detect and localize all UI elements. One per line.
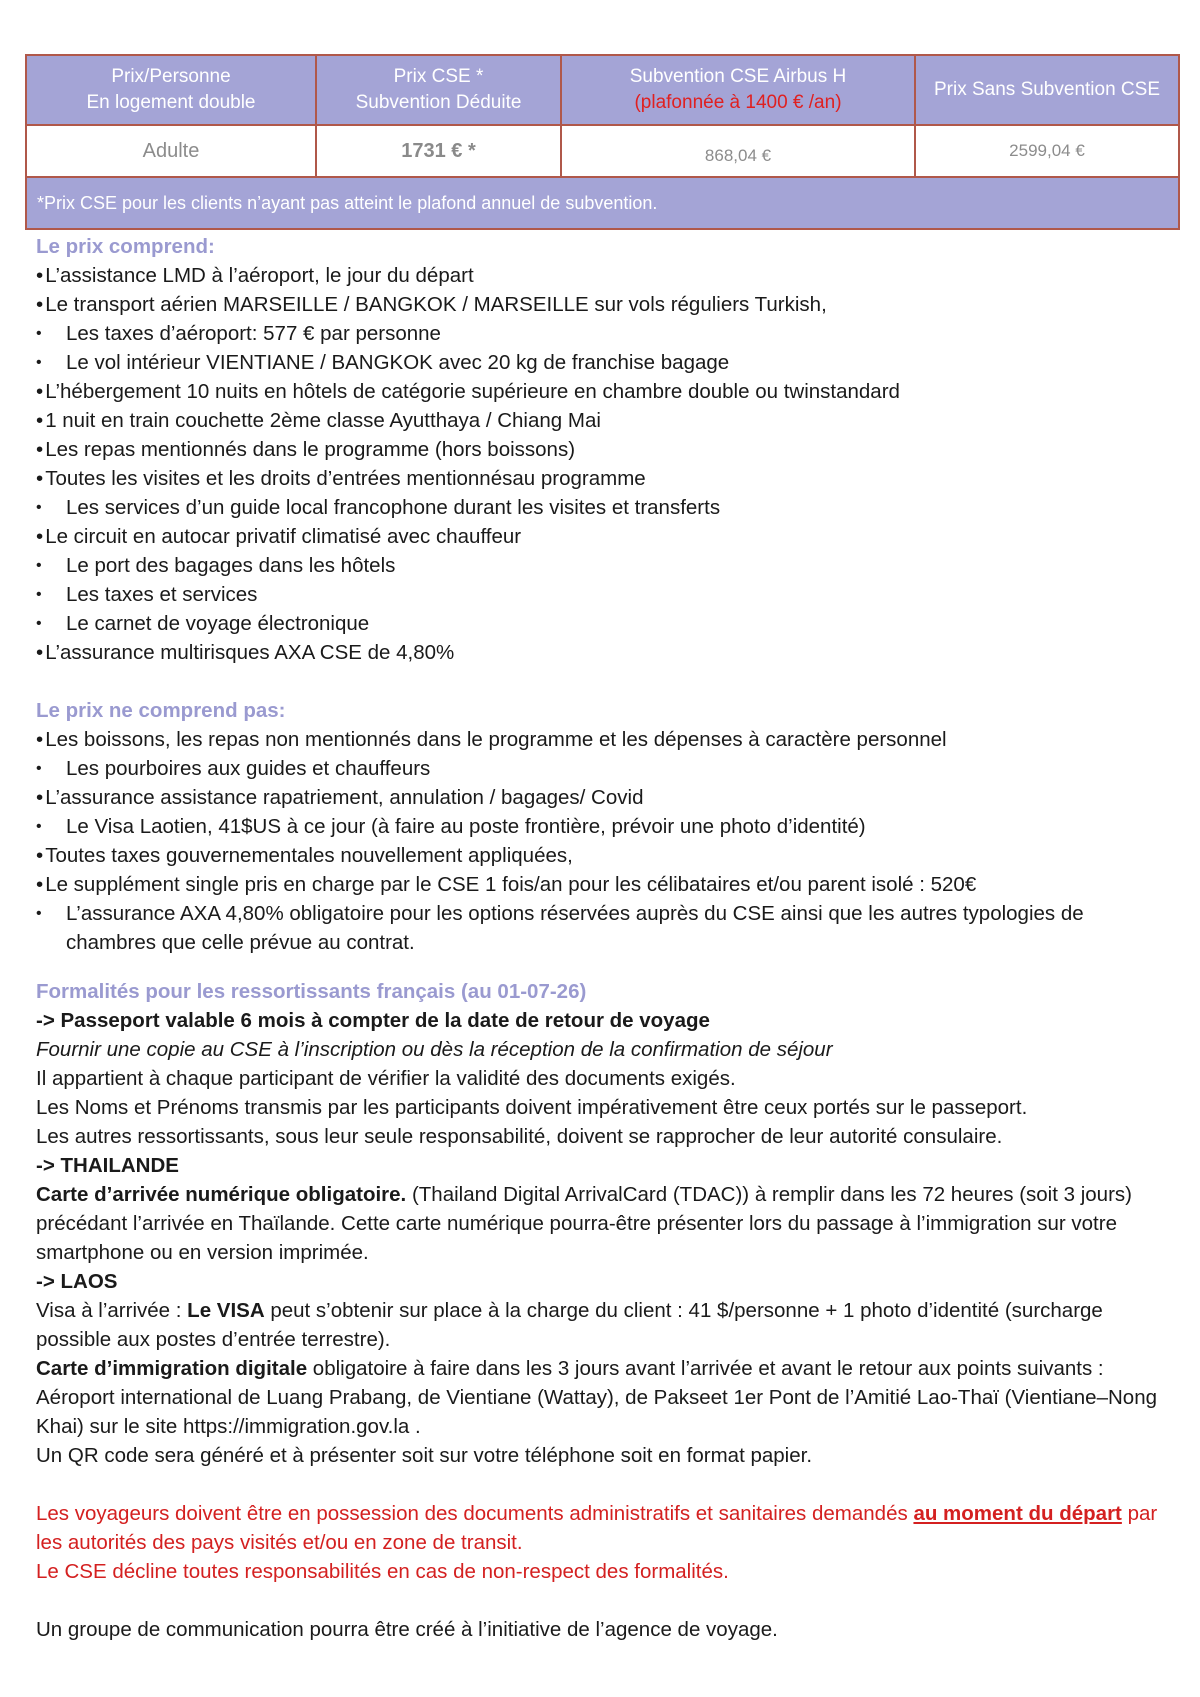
list-item: • L’assurance multirisques AXA CSE de 4,80%	[36, 638, 1166, 667]
list-item: • Le circuit en autocar privatif climatisé avec chauffeur	[36, 522, 1166, 551]
excludes-title: Le prix ne comprend pas:	[36, 699, 286, 722]
formalities-line: Les autres ressortissants, sous leur seule responsabilité, doivent se rapprocher de leur autorité consulaire.	[36, 1125, 1003, 1148]
list-item: • Les repas mentionnés dans le programme (hors boissons)	[36, 435, 1166, 464]
formalities-line: Il appartient à chaque participant de vérifier la validité des documents exigés.	[36, 1067, 736, 1090]
subvention-cap-note: (plafonnée à 1400 € /an)	[634, 92, 842, 113]
list-item: • L’assistance LMD à l’aéroport, le jour du départ	[36, 261, 1166, 290]
thailand-heading: -> THAILANDE	[36, 1154, 179, 1177]
list-item: • L’assurance AXA 4,80% obligatoire pour les options réservées auprès du CSE ainsi que les autres typologies de chambres que celle prévue au contrat.	[36, 899, 1166, 957]
price-table	[25, 54, 1180, 230]
includes-list	[36, 261, 1166, 667]
list-item: • Le vol intérieur VIENTIANE / BANGKOK avec 20 kg de franchise bagage	[36, 348, 1166, 377]
includes-title: Le prix comprend:	[36, 235, 215, 258]
table-row	[26, 125, 1179, 177]
header-price-without-subvention: Prix Sans Subvention CSE	[915, 55, 1179, 125]
price-table-header	[26, 55, 1179, 125]
row-label: Adulte	[26, 125, 316, 177]
list-item: • L’hébergement 10 nuits en hôtels de catégorie supérieure en chambre double ou twinstandard	[36, 377, 1166, 406]
list-item: • Les taxes et services	[36, 580, 1166, 609]
qr-note: Un QR code sera généré et à présenter soit sur votre téléphone soit en format papier.	[36, 1444, 813, 1467]
list-item: • 1 nuit en train couchette 2ème classe Ayutthaya / Chiang Mai	[36, 406, 1166, 435]
footer-note: Un groupe de communication pourra être créé à l’initiative de l’agence de voyage.	[36, 1618, 778, 1641]
row-subvention: 868,04 €	[561, 125, 915, 177]
list-item: • Les pourboires aux guides et chauffeurs	[36, 754, 1166, 783]
list-item: • Le carnet de voyage électronique	[36, 609, 1166, 638]
list-item: • Les boissons, les repas non mentionnés dans le programme et les dépenses à caractère personnel	[36, 725, 1166, 754]
warning-disclaimer: Le CSE décline toutes responsabilités en cas de non-respect des formalités.	[36, 1560, 729, 1583]
row-price-no-sub: 2599,04 €	[915, 125, 1179, 177]
list-item: • Toutes taxes gouvernementales nouvellement appliquées,	[36, 841, 1166, 870]
header-price-per-person: Prix/Personne En logement double	[26, 55, 316, 125]
formalities-title: Formalités pour les ressortissants français (au 01-07-26)	[36, 980, 587, 1003]
warning-paragraph: Les voyageurs doivent être en possession des documents administratifs et sanitaires demandés au moment du départ par les autorités des pays visités et/ou en zone de transit.	[36, 1502, 1158, 1554]
list-item: • Toutes les visites et les droits d’entrées mentionnésau programme	[36, 464, 1166, 493]
list-item: • Les services d’un guide local francophone durant les visites et transferts	[36, 493, 1166, 522]
document-body	[36, 232, 1166, 1644]
list-item: • Le port des bagages dans les hôtels	[36, 551, 1166, 580]
formalities-line: Les Noms et Prénoms transmis par les participants doivent impérativement être ceux portés sur le passeport.	[36, 1096, 1028, 1119]
header-price-cse: Prix CSE * Subvention Déduite	[316, 55, 561, 125]
list-item: • Les taxes d’aéroport: 577 € par personne	[36, 319, 1166, 348]
header-subvention: Subvention CSE Airbus H (plafonnée à 1400 € /an)	[561, 55, 915, 125]
table-note: *Prix CSE pour les clients n’ayant pas atteint le plafond annuel de subvention.	[26, 177, 1179, 229]
passport-requirement: -> Passeport valable 6 mois à compter de la date de retour de voyage	[36, 1009, 710, 1032]
list-item: • Le supplément single pris en charge par le CSE 1 fois/an pour les célibataires et/ou parent isolé : 520€	[36, 870, 1166, 899]
laos-card-paragraph: Carte d’immigration digitale obligatoire à faire dans les 3 jours avant l’arrivée et avant le retour aux points suivants : Aéroport international de Luang Prabang, de Vientiane (Wattay), de Pakseet 1er Pont de l’Amitié Lao-Thaï (Vientiane–Nong Khai) sur le site https://immigration.gov.la .	[36, 1357, 1157, 1438]
list-item: • Le Visa Laotien, 41$US à ce jour (à faire au poste frontière, prévoir une photo d’identité)	[36, 812, 1166, 841]
laos-heading: -> LAOS	[36, 1270, 118, 1293]
laos-visa-paragraph: Visa à l’arrivée : Le VISA peut s’obtenir sur place à la charge du client : 41 $/personne + 1 photo d’identité (surcharge possible aux postes d’entrée terrestre).	[36, 1299, 1103, 1351]
excludes-list	[36, 725, 1166, 957]
row-price-cse: 1731 € *	[316, 125, 561, 177]
list-item: • Le transport aérien MARSEILLE / BANGKOK / MARSEILLE sur vols réguliers Turkish,	[36, 290, 1166, 319]
table-note-row	[26, 177, 1179, 229]
copy-note: Fournir une copie au CSE à l’inscription ou dès la réception de la confirmation de séjour	[36, 1038, 833, 1061]
list-item: • L’assurance assistance rapatriement, annulation / bagages/ Covid	[36, 783, 1166, 812]
thailand-paragraph: Carte d’arrivée numérique obligatoire. (Thailand Digital ArrivalCard (TDAC)) à remplir dans les 72 heures (soit 3 jours) précédant l’arrivée en Thaïlande. Cette carte numérique pourra-être présenter lors du passage à l’immigration sur votre smartphone ou en version imprimée.	[36, 1183, 1132, 1264]
